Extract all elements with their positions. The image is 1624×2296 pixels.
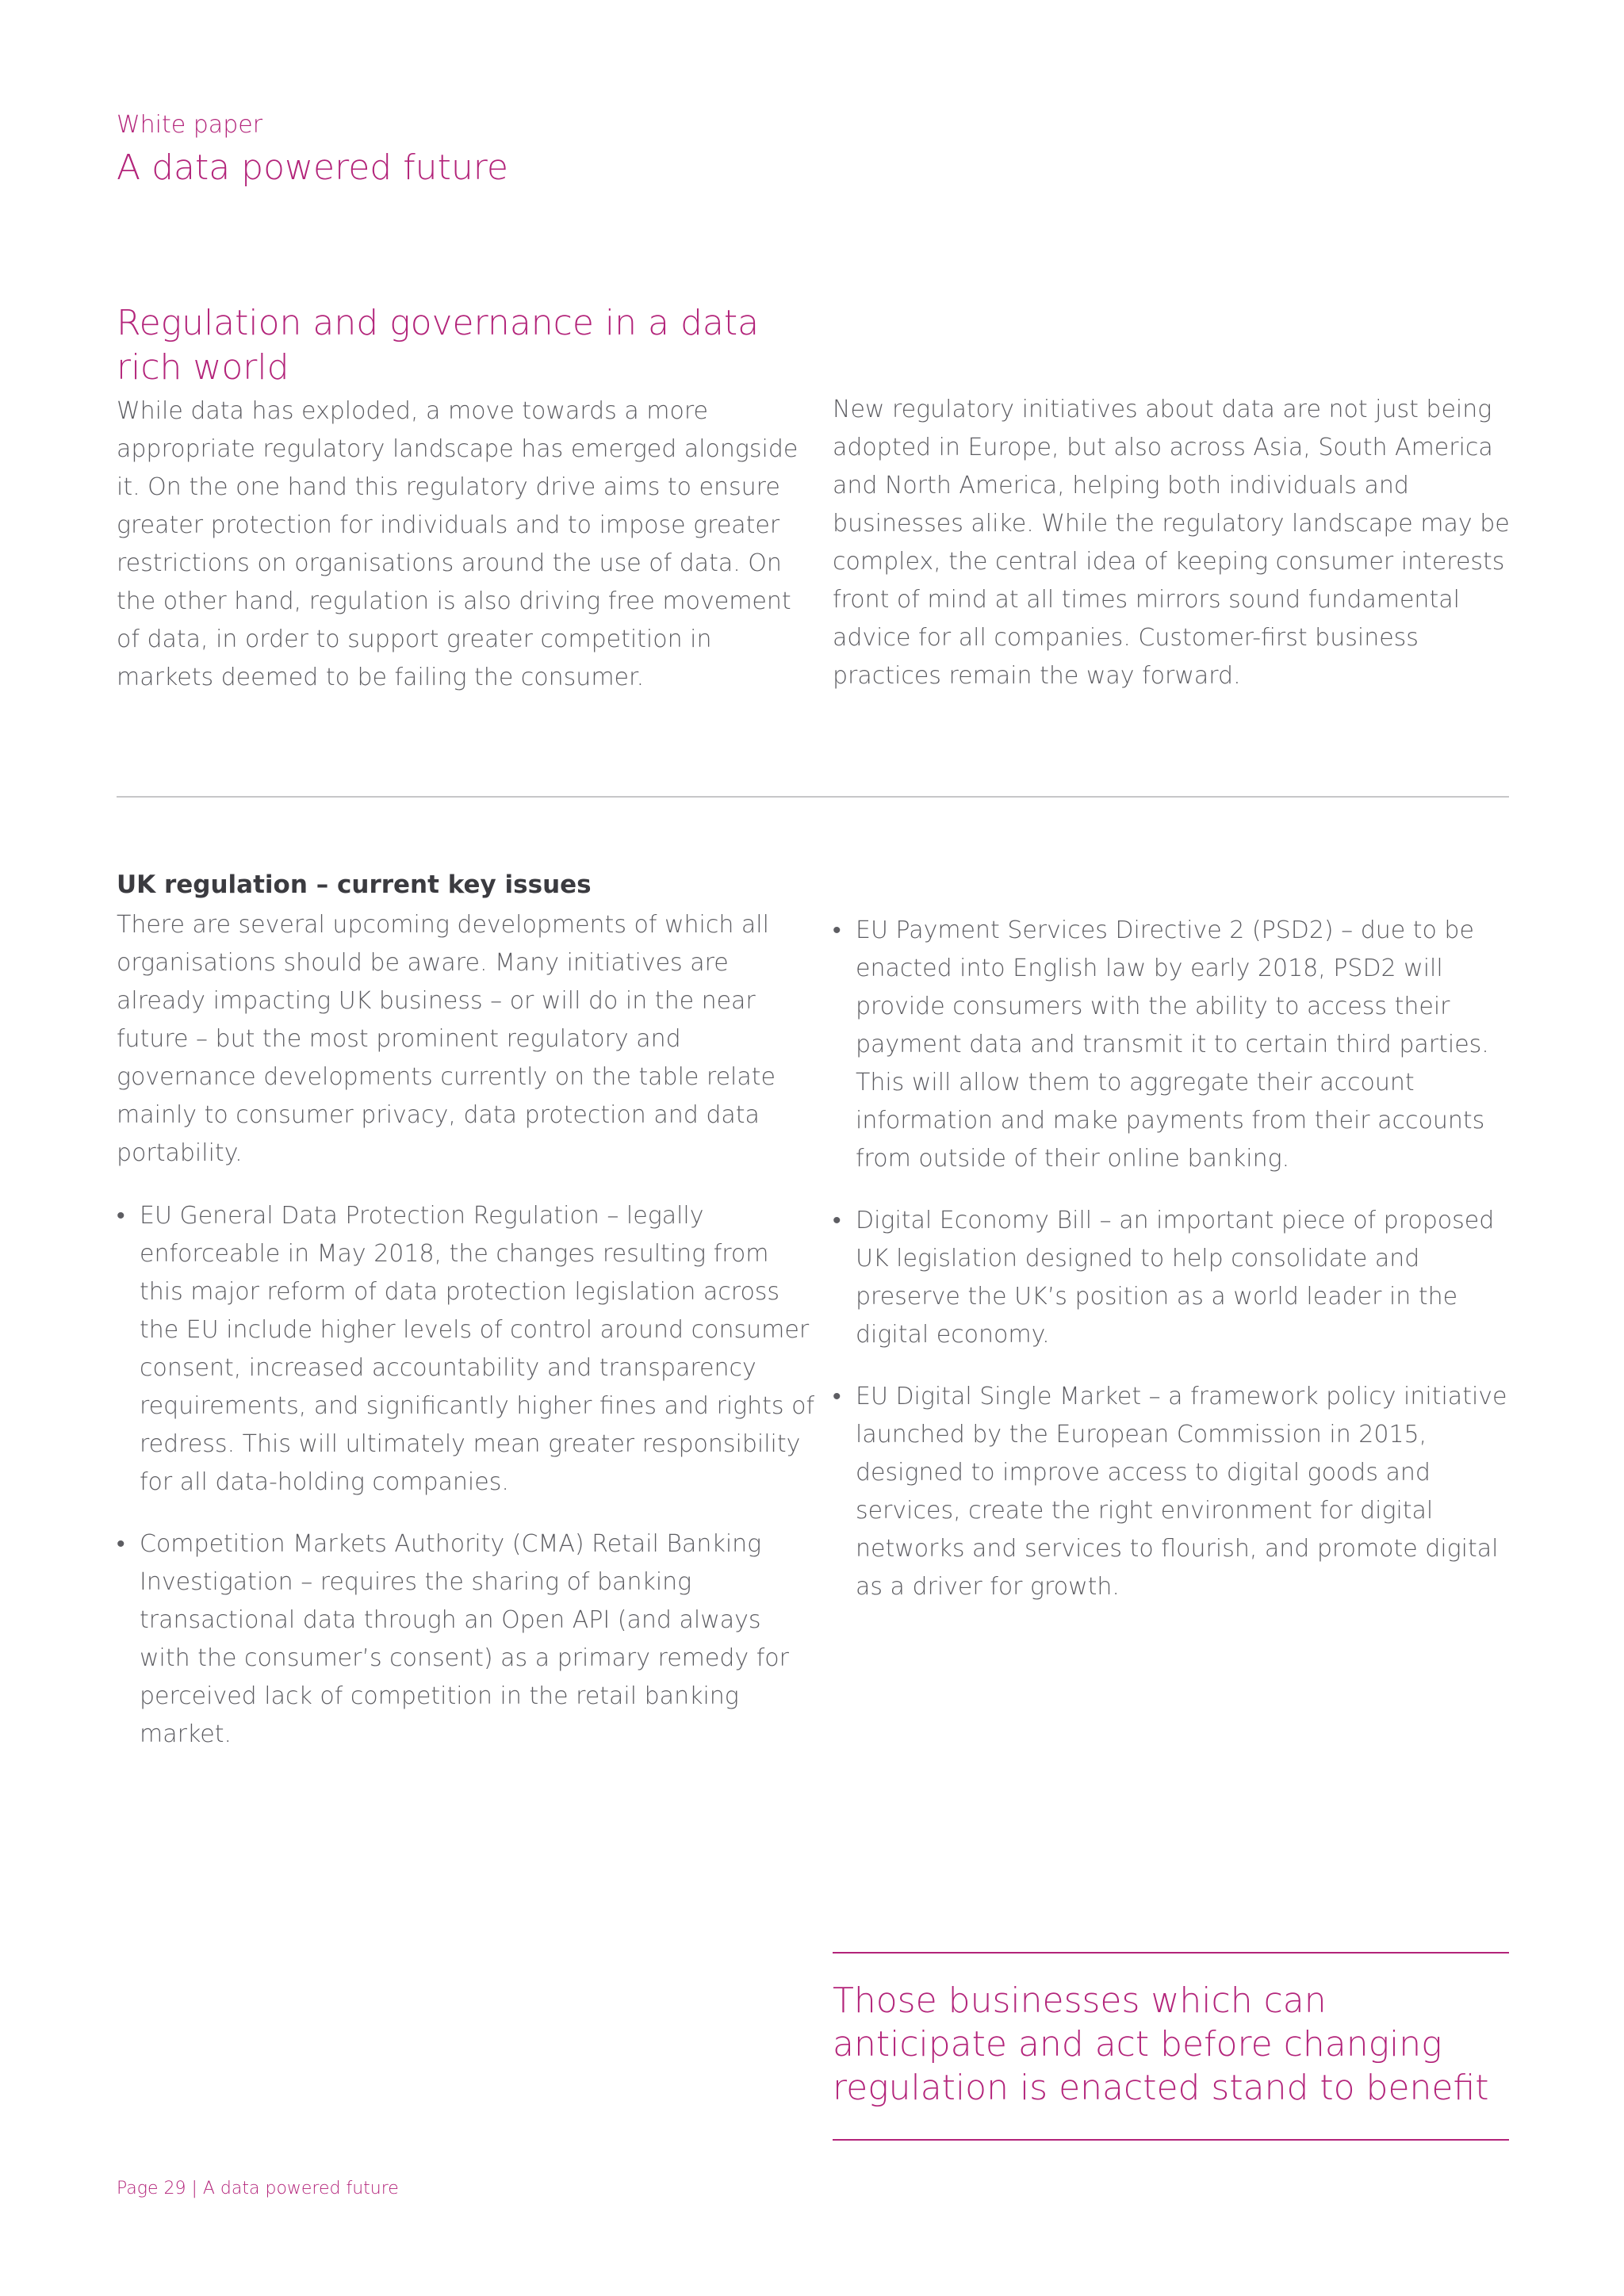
bullet-cma: • Competition Markets Authority (CMA) Retail Banking Investigation – requires the sharing of banking transactional data through an Open API (and always with the consumer’s consent) as a primary remedy for perceived lack of competition in the retail banking market. [117, 1525, 814, 1754]
pull-quote: Those businesses which can anticipate and act before changing regulation is enacted stand to benefit [833, 1980, 1489, 2108]
bullet-digital-economy-bill: • Digital Economy Bill – an important piece of proposed UK legislation designed to help consolidate and preserve the UK’s position as a world leader in the digital economy. [833, 1202, 1515, 1354]
section-heading: Regulation and governance in a data rich world [117, 303, 760, 388]
uk-regulation-heading: UK regulation – current key issues [117, 871, 592, 899]
bullet-gdpr: • EU General Data Protection Regulation – legally enforceable in May 2018, the changes resulting from this major reform of data protection legislation across the EU include higher levels of control around consumer consent, increased accountability and transparency requirements, and significantly higher fines and rights of redress. This will ultimately mean greater responsibility for all data-holding companies. [117, 1197, 814, 1502]
pull-quote-bottom-rule [833, 2139, 1509, 2141]
document-title: A data powered future [117, 147, 508, 188]
intro-paragraph-right: New regulatory initiatives about data are not just being adopted in Europe, but also across Asia, South America and North America, helping both individuals and businesses alike. While the regulatory landscape may be complex, the central idea of keeping consumer interests front of mind at all times mirrors sound fundamental advice for all companies. Customer-first business practices remain the way forward. [833, 396, 1510, 690]
document-type-label: White paper [117, 111, 263, 139]
bullet-list-left [117, 1197, 814, 1777]
intro-paragraph-left: While data has exploded, a move towards a more appropriate regulatory landscape has emerged alongside it. On the one hand this regulatory drive aims to ensure greater protection for individuals and to impose greater restrictions on organisations around the use of data. On the other hand, regulation is also driving free movement of data, in order to support greater competition in markets deemed to be failing the consumer. [117, 397, 799, 691]
bullet-list-right [833, 912, 1515, 1630]
uk-regulation-intro: There are several upcoming developments of which all organisations should be aware. Many initiatives are already impacting UK business – or will do in the near future – but the most prominent regulatory and governance developments currently on the table relate mainly to consumer privacy, data protection and data portability. [117, 911, 776, 1167]
bullet-digital-single-market: • EU Digital Single Market – a framework policy initiative launched by the European Commission in 2015, designed to improve access to digital goods and services, create the right environment for digital networks and services to flourish, and promote digital as a driver for growth. [833, 1378, 1515, 1606]
bullet-psd2: • EU Payment Services Directive 2 (PSD2) – due to be enacted into English law by early 2018, PSD2 will provide consumers with the ability to access their payment data and transmit it to certain third parties. This will allow them to aggregate their account information and make payments from their accounts from outside of their online banking. [833, 912, 1515, 1178]
page-footer: Page 29 | A data powered future [117, 2179, 399, 2198]
section-divider [117, 796, 1509, 798]
pull-quote-top-rule [833, 1952, 1509, 1954]
